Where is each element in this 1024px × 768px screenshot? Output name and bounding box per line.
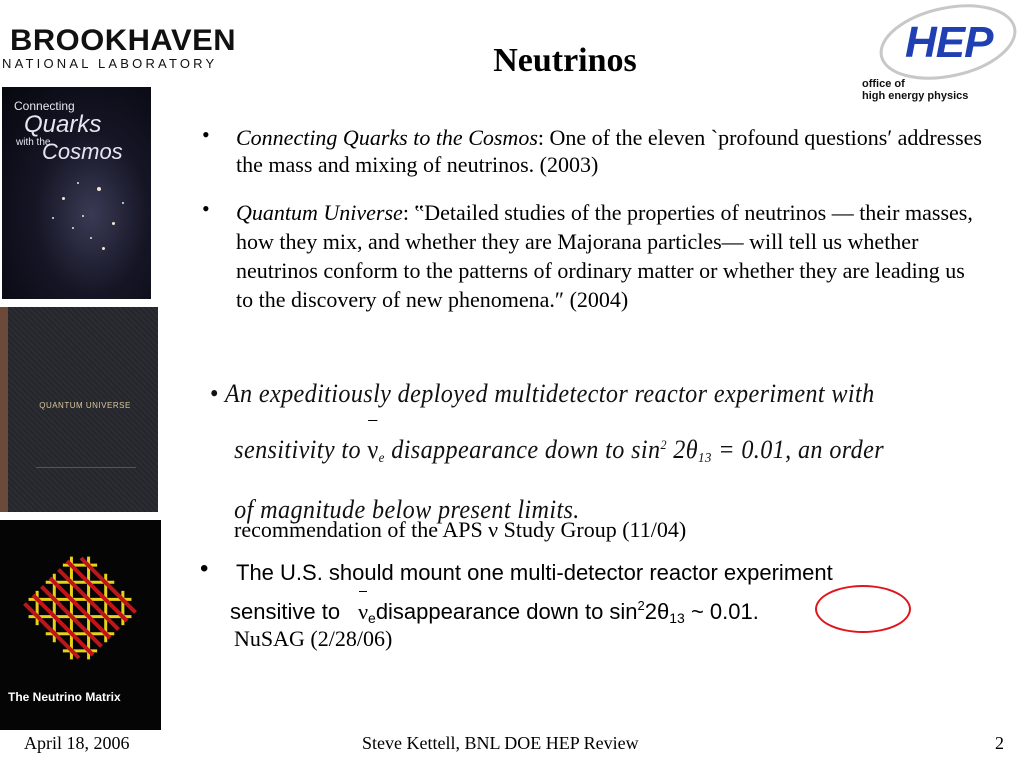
aps-quote-line-2-e: an order [791,435,885,464]
nusag-line-2-c: 2θ [644,599,670,624]
bullet-1-italic: Connecting Quarks to the Cosmos [236,125,538,150]
bullet-marker-2: • [202,196,210,221]
aps-quote-sup: 2 [660,437,667,452]
aps-quote-sub: 13 [698,451,712,466]
cover2-rule [36,467,136,482]
neutrino-matrix-lattice-icon [0,520,161,685]
cover2-title: QUANTUM UNIVERSE [39,401,131,410]
bullet-text-1 [236,124,996,178]
aps-quote-line-2-c: 2θ [666,435,699,464]
nusag-line-2-d: ~ 0.01. [684,599,759,624]
cover1-line1: Connecting [14,99,75,113]
aps-quote-nu-e: e [378,451,385,466]
aps-quote-nu: ν [367,424,378,475]
footer-date: April 18, 2006 [24,733,130,753]
nusag-line-1: The U.S. should mount one multi-detector reactor experiment [236,560,833,585]
cover-neutrino-matrix [0,520,161,730]
nusag-sup: 2 [637,598,645,613]
highlight-circle [815,585,911,633]
cover-quantum-universe [0,307,158,512]
aps-quote-line-2 [210,419,885,484]
bullet-marker-1: • [202,122,210,147]
nusag-nu-e: e [368,610,376,626]
aps-quote-line-2-d: = 0.01, [711,435,792,464]
aps-quote-line-1 [210,368,880,419]
nusag-line-2-b: disappearance down to sin [375,599,638,624]
bullet-2-rest: : ‟Detailed studies of the properties of neutrinos — their masses, how they mix, and whether they are Majorana particles— will tell us whether neutrinos conform to the patterns of ordinary matter or whether they are leading us to the discovery of new phenomena.″ (2004) [236,200,973,312]
nusag-line-2-a: sensitive to [230,599,341,624]
bullet-1-rest: : One of the eleven `profound questions′ addresses the mass and mixing of neutrinos. (2003) [236,125,982,177]
cover1-line3: with the [16,137,51,148]
cover1-line4: Cosmos [42,139,123,164]
aps-quote-line-3-text: of magnitude below present limits. [234,495,580,524]
brookhaven-logo-subtitle: NATIONAL LABORATORY [2,56,218,71]
footer-presenter: Steve Kettell, BNL DOE HEP Review [362,733,639,753]
footer-page-number: 2 [995,733,1004,753]
aps-quote-line-1-text: An expeditiously deployed multidetector reactor experiment with [224,379,875,408]
hep-logo-text: HEP [905,18,993,67]
nusag-sub: 13 [669,610,685,626]
bullet-text-2 [236,198,976,314]
aps-quote [210,368,930,535]
cover1-line2: Quarks [24,111,102,138]
aps-quote-line-2-b: disappearance down to sin [384,435,661,464]
cover-connecting-quarks [2,87,151,299]
hep-logo-subtitle-2: high energy physics [862,90,969,102]
bullet-2-italic: Quantum Universe [236,200,403,225]
nusag-nu: ν [358,595,368,628]
aps-quote-marker: • [210,379,219,408]
aps-recommendation: recommendation of the APS ν Study Group (11/04) [234,517,687,542]
aps-quote-line-2-a: sensitivity to [234,435,368,464]
slide-title: Neutrinos [493,42,637,79]
brookhaven-logo-name: BROOKHAVEN [10,24,237,57]
cover3-title: The Neutrino Matrix [8,690,121,704]
bullet-marker-3: • [200,555,209,582]
nusag-source: NuSAG (2/28/06) [234,626,393,651]
hep-logo-subtitle-1: office of [862,78,905,90]
